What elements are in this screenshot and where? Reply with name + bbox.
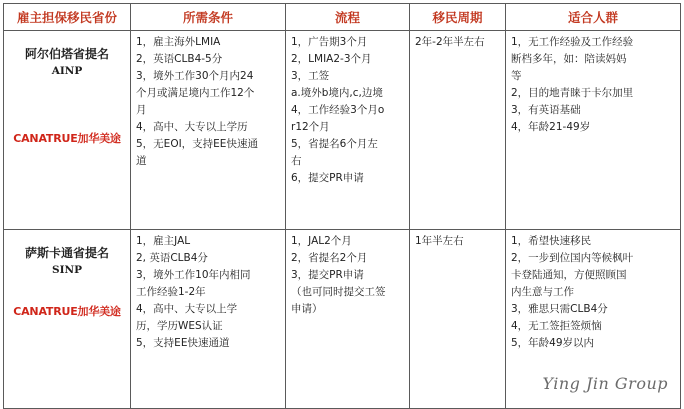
list-item: 3，提交PR申请: [291, 269, 364, 281]
list-item: 等: [511, 70, 522, 82]
list-item: 3，雅思只需CLB4分: [511, 303, 608, 315]
header-process: 流程: [286, 4, 410, 31]
brand-label: CANATRUE加华美途: [13, 132, 121, 145]
list-item: 1，广告期3个月: [291, 36, 368, 48]
list-item: 历，学历WES认证: [136, 320, 223, 332]
list-item: 道: [136, 155, 147, 167]
list-item: 3，境外工作30个月内24: [136, 70, 254, 82]
list-item: 2，目的地青睐于卡尔加里: [511, 87, 634, 99]
watermark-logo: Ying Jin Group: [542, 374, 668, 393]
process-cell: [286, 31, 410, 230]
list-item: 1，无工作经验及工作经验: [511, 36, 634, 48]
conditions-cell: [131, 31, 286, 230]
list-item: 5，省提名6个月左: [291, 138, 378, 150]
list-item: 月: [136, 104, 147, 116]
list-item: 卡登陆通知，方便照顾国: [511, 269, 627, 281]
list-item: 2，LMIA2-3个月: [291, 53, 372, 65]
list-item: 断档多年，如：陪读妈妈: [511, 53, 627, 65]
process-cell: [286, 230, 410, 409]
province-cell: [4, 230, 131, 409]
list-item: 1，希望快速移民: [511, 235, 592, 247]
brand-label: CANATRUE加华美途: [13, 305, 121, 318]
header-conditions: 所需条件: [131, 4, 286, 31]
list-item: 4，高中、大专以上学: [136, 303, 238, 315]
list-item: 4，年龄21-49岁: [511, 121, 591, 133]
period-value: 1年半左右: [415, 235, 464, 247]
period-cell: [410, 230, 506, 409]
list-item: a.境外b境内,c,边境: [291, 87, 383, 99]
list-item: 工作经验1-2年: [136, 286, 206, 298]
list-item: 右: [291, 155, 302, 167]
province-cell: [4, 31, 131, 230]
list-item: 1，JAL2个月: [291, 235, 352, 247]
province-name: 阿尔伯塔省提名: [24, 47, 109, 61]
header-period: 移民周期: [410, 4, 506, 31]
header-row: [4, 4, 681, 31]
list-item: 5，年龄49岁以内: [511, 337, 595, 349]
list-item: 2，一步到位国内等候枫叶: [511, 252, 634, 264]
list-item: 3，境外工作10年内相同: [136, 269, 251, 281]
list-item: 6，提交PR申请: [291, 172, 364, 184]
list-item: 1，雇主海外LMIA: [136, 36, 221, 48]
list-item: 4，无工签拒签烦恼: [511, 320, 602, 332]
header-province: 雇主担保移民省份: [4, 4, 131, 31]
list-item: r12个月: [291, 121, 330, 133]
period-cell: [410, 31, 506, 230]
list-item: 2，英语CLB4-5分: [136, 53, 223, 65]
period-value: 2年-2年半左右: [415, 36, 485, 48]
list-item: 2, 英语CLB4分: [136, 252, 208, 264]
list-item: 5，无EOI，支持EE快速通: [136, 138, 258, 150]
list-item: 2，省提名2个月: [291, 252, 368, 264]
list-item: 5，支持EE快速通道: [136, 337, 230, 349]
list-item: 个月或满足境内工作12个: [136, 87, 255, 99]
list-item: 4，工作经验3个月o: [291, 104, 385, 116]
list-item: 1，雇主JAL: [136, 235, 191, 247]
list-item: （也可同时提交工签: [291, 286, 386, 298]
list-item: 申请）: [291, 303, 323, 315]
list-item: 内生意与工作: [511, 286, 574, 298]
table-row: [4, 31, 681, 230]
immigration-table: [3, 3, 681, 409]
list-item: 3，有英语基础: [511, 104, 581, 116]
list-item: 3，工签: [291, 70, 330, 82]
header-audience: 适合人群: [506, 4, 681, 31]
province-code: AINP: [51, 65, 83, 77]
list-item: 4，高中、大专以上学历: [136, 121, 248, 133]
province-name: 萨斯卡通省提名: [24, 246, 109, 260]
audience-cell: [506, 31, 681, 230]
conditions-cell: [131, 230, 286, 409]
province-code: SINP: [52, 264, 82, 276]
